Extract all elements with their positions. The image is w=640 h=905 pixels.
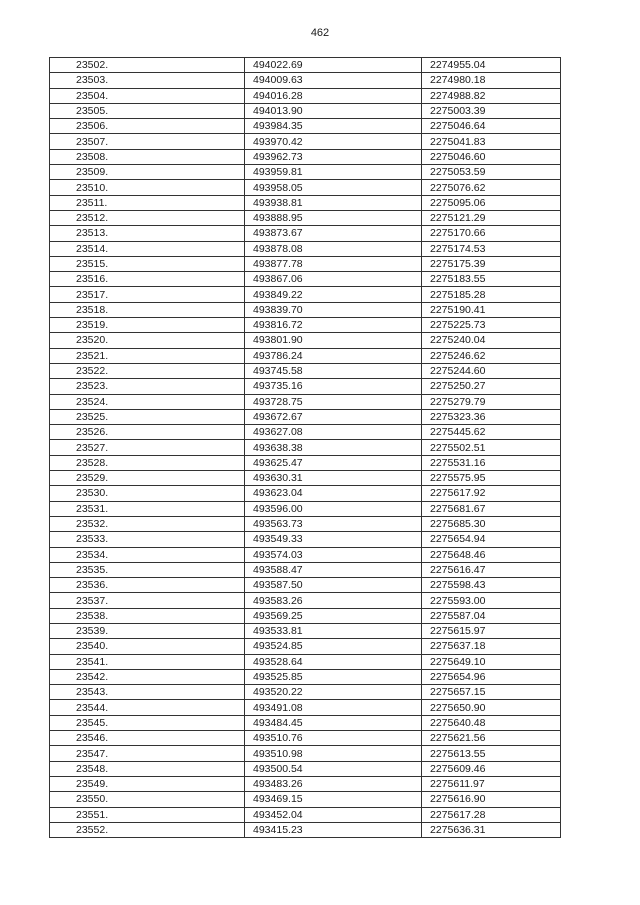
table-row xyxy=(50,363,561,378)
y-coordinate-cell: 2275616.90 xyxy=(422,792,561,807)
coordinates-table-body xyxy=(50,58,561,838)
x-coordinate-cell: 493563.73 xyxy=(245,516,422,531)
table-row xyxy=(50,210,561,225)
x-coordinate-cell: 493672.67 xyxy=(245,409,422,424)
y-coordinate-cell: 2275445.62 xyxy=(422,425,561,440)
x-coordinate-cell: 494016.28 xyxy=(245,88,422,103)
y-coordinate-cell: 2275502.51 xyxy=(422,440,561,455)
x-coordinate-cell: 493888.95 xyxy=(245,210,422,225)
y-coordinate-cell: 2275175.39 xyxy=(422,256,561,271)
x-coordinate-cell: 493877.78 xyxy=(245,256,422,271)
point-id-cell: 23522. xyxy=(50,363,245,378)
y-coordinate-cell: 2274955.04 xyxy=(422,58,561,73)
point-id-cell: 23506. xyxy=(50,119,245,134)
x-coordinate-cell: 493970.42 xyxy=(245,134,422,149)
y-coordinate-cell: 2275531.16 xyxy=(422,455,561,470)
x-coordinate-cell: 493959.81 xyxy=(245,165,422,180)
point-id-cell: 23551. xyxy=(50,807,245,822)
y-coordinate-cell: 2275617.92 xyxy=(422,486,561,501)
table-row xyxy=(50,149,561,164)
y-coordinate-cell: 2275616.47 xyxy=(422,562,561,577)
y-coordinate-cell: 2275095.06 xyxy=(422,195,561,210)
y-coordinate-cell: 2275185.28 xyxy=(422,287,561,302)
x-coordinate-cell: 493528.64 xyxy=(245,654,422,669)
point-id-cell: 23532. xyxy=(50,516,245,531)
y-coordinate-cell: 2275621.56 xyxy=(422,731,561,746)
x-coordinate-cell: 493510.98 xyxy=(245,746,422,761)
y-coordinate-cell: 2275279.79 xyxy=(422,394,561,409)
table-row xyxy=(50,256,561,271)
table-row xyxy=(50,409,561,424)
table-row xyxy=(50,715,561,730)
y-coordinate-cell: 2275183.55 xyxy=(422,272,561,287)
point-id-cell: 23542. xyxy=(50,669,245,684)
y-coordinate-cell: 2275617.28 xyxy=(422,807,561,822)
table-row xyxy=(50,761,561,776)
table-row xyxy=(50,807,561,822)
point-id-cell: 23520. xyxy=(50,333,245,348)
point-id-cell: 23543. xyxy=(50,685,245,700)
x-coordinate-cell: 493630.31 xyxy=(245,471,422,486)
x-coordinate-cell: 493962.73 xyxy=(245,149,422,164)
table-row xyxy=(50,333,561,348)
table-row xyxy=(50,440,561,455)
point-id-cell: 23502. xyxy=(50,58,245,73)
y-coordinate-cell: 2275648.46 xyxy=(422,547,561,562)
x-coordinate-cell: 493483.26 xyxy=(245,776,422,791)
table-row xyxy=(50,776,561,791)
y-coordinate-cell: 2275593.00 xyxy=(422,593,561,608)
y-coordinate-cell: 2275650.90 xyxy=(422,700,561,715)
point-id-cell: 23521. xyxy=(50,348,245,363)
y-coordinate-cell: 2275323.36 xyxy=(422,409,561,424)
x-coordinate-cell: 493500.54 xyxy=(245,761,422,776)
x-coordinate-cell: 493938.81 xyxy=(245,195,422,210)
x-coordinate-cell: 493484.45 xyxy=(245,715,422,730)
y-coordinate-cell: 2275046.60 xyxy=(422,149,561,164)
point-id-cell: 23515. xyxy=(50,256,245,271)
point-id-cell: 23540. xyxy=(50,639,245,654)
x-coordinate-cell: 493786.24 xyxy=(245,348,422,363)
y-coordinate-cell: 2275611.97 xyxy=(422,776,561,791)
table-row xyxy=(50,746,561,761)
y-coordinate-cell: 2275575.95 xyxy=(422,471,561,486)
point-id-cell: 23503. xyxy=(50,73,245,88)
point-id-cell: 23509. xyxy=(50,165,245,180)
point-id-cell: 23524. xyxy=(50,394,245,409)
coordinates-table xyxy=(49,57,561,838)
x-coordinate-cell: 493525.85 xyxy=(245,669,422,684)
point-id-cell: 23546. xyxy=(50,731,245,746)
x-coordinate-cell: 494022.69 xyxy=(245,58,422,73)
point-id-cell: 23548. xyxy=(50,761,245,776)
point-id-cell: 23510. xyxy=(50,180,245,195)
point-id-cell: 23526. xyxy=(50,425,245,440)
x-coordinate-cell: 493627.08 xyxy=(245,425,422,440)
point-id-cell: 23517. xyxy=(50,287,245,302)
y-coordinate-cell: 2275640.48 xyxy=(422,715,561,730)
y-coordinate-cell: 2275046.64 xyxy=(422,119,561,134)
x-coordinate-cell: 493878.08 xyxy=(245,241,422,256)
table-row xyxy=(50,58,561,73)
point-id-cell: 23508. xyxy=(50,149,245,164)
y-coordinate-cell: 2275637.18 xyxy=(422,639,561,654)
point-id-cell: 23537. xyxy=(50,593,245,608)
point-id-cell: 23544. xyxy=(50,700,245,715)
x-coordinate-cell: 493452.04 xyxy=(245,807,422,822)
table-row xyxy=(50,379,561,394)
y-coordinate-cell: 2275170.66 xyxy=(422,226,561,241)
table-row xyxy=(50,578,561,593)
table-row xyxy=(50,822,561,837)
x-coordinate-cell: 493849.22 xyxy=(245,287,422,302)
point-id-cell: 23513. xyxy=(50,226,245,241)
y-coordinate-cell: 2275240.04 xyxy=(422,333,561,348)
x-coordinate-cell: 493524.85 xyxy=(245,639,422,654)
point-id-cell: 23549. xyxy=(50,776,245,791)
x-coordinate-cell: 493984.35 xyxy=(245,119,422,134)
point-id-cell: 23538. xyxy=(50,608,245,623)
table-row xyxy=(50,134,561,149)
point-id-cell: 23539. xyxy=(50,623,245,638)
table-row xyxy=(50,516,561,531)
table-row xyxy=(50,471,561,486)
y-coordinate-cell: 2275250.27 xyxy=(422,379,561,394)
y-coordinate-cell: 2275076.62 xyxy=(422,180,561,195)
y-coordinate-cell: 2275246.62 xyxy=(422,348,561,363)
x-coordinate-cell: 494013.90 xyxy=(245,103,422,118)
x-coordinate-cell: 493745.58 xyxy=(245,363,422,378)
y-coordinate-cell: 2275613.55 xyxy=(422,746,561,761)
y-coordinate-cell: 2275174.53 xyxy=(422,241,561,256)
table-row xyxy=(50,226,561,241)
table-row xyxy=(50,302,561,317)
x-coordinate-cell: 493469.15 xyxy=(245,792,422,807)
x-coordinate-cell: 493510.76 xyxy=(245,731,422,746)
table-row xyxy=(50,455,561,470)
point-id-cell: 23518. xyxy=(50,302,245,317)
table-row xyxy=(50,792,561,807)
y-coordinate-cell: 2275615.97 xyxy=(422,623,561,638)
x-coordinate-cell: 494009.63 xyxy=(245,73,422,88)
table-row xyxy=(50,731,561,746)
table-row xyxy=(50,639,561,654)
point-id-cell: 23507. xyxy=(50,134,245,149)
point-id-cell: 23516. xyxy=(50,272,245,287)
x-coordinate-cell: 493958.05 xyxy=(245,180,422,195)
point-id-cell: 23504. xyxy=(50,88,245,103)
x-coordinate-cell: 493583.26 xyxy=(245,593,422,608)
table-row xyxy=(50,562,561,577)
x-coordinate-cell: 493491.08 xyxy=(245,700,422,715)
x-coordinate-cell: 493873.67 xyxy=(245,226,422,241)
y-coordinate-cell: 2274988.82 xyxy=(422,88,561,103)
point-id-cell: 23525. xyxy=(50,409,245,424)
y-coordinate-cell: 2275636.31 xyxy=(422,822,561,837)
point-id-cell: 23535. xyxy=(50,562,245,577)
point-id-cell: 23552. xyxy=(50,822,245,837)
y-coordinate-cell: 2275121.29 xyxy=(422,210,561,225)
table-row xyxy=(50,287,561,302)
table-row xyxy=(50,88,561,103)
y-coordinate-cell: 2274980.18 xyxy=(422,73,561,88)
page-number: 462 xyxy=(310,27,330,39)
y-coordinate-cell: 2275225.73 xyxy=(422,318,561,333)
point-id-cell: 23536. xyxy=(50,578,245,593)
y-coordinate-cell: 2275681.67 xyxy=(422,501,561,516)
x-coordinate-cell: 493415.23 xyxy=(245,822,422,837)
x-coordinate-cell: 493735.16 xyxy=(245,379,422,394)
point-id-cell: 23533. xyxy=(50,532,245,547)
y-coordinate-cell: 2275244.60 xyxy=(422,363,561,378)
y-coordinate-cell: 2275190.41 xyxy=(422,302,561,317)
point-id-cell: 23530. xyxy=(50,486,245,501)
x-coordinate-cell: 493533.81 xyxy=(245,623,422,638)
table-row xyxy=(50,165,561,180)
table-row xyxy=(50,195,561,210)
point-id-cell: 23545. xyxy=(50,715,245,730)
table-row xyxy=(50,654,561,669)
table-row xyxy=(50,608,561,623)
y-coordinate-cell: 2275587.04 xyxy=(422,608,561,623)
x-coordinate-cell: 493867.06 xyxy=(245,272,422,287)
table-row xyxy=(50,318,561,333)
y-coordinate-cell: 2275053.59 xyxy=(422,165,561,180)
table-row xyxy=(50,669,561,684)
y-coordinate-cell: 2275657.15 xyxy=(422,685,561,700)
table-row xyxy=(50,119,561,134)
table-row xyxy=(50,623,561,638)
table-row xyxy=(50,425,561,440)
x-coordinate-cell: 493801.90 xyxy=(245,333,422,348)
point-id-cell: 23550. xyxy=(50,792,245,807)
point-id-cell: 23541. xyxy=(50,654,245,669)
point-id-cell: 23519. xyxy=(50,318,245,333)
table-row xyxy=(50,501,561,516)
x-coordinate-cell: 493623.04 xyxy=(245,486,422,501)
point-id-cell: 23514. xyxy=(50,241,245,256)
point-id-cell: 23512. xyxy=(50,210,245,225)
point-id-cell: 23547. xyxy=(50,746,245,761)
point-id-cell: 23511. xyxy=(50,195,245,210)
x-coordinate-cell: 493549.33 xyxy=(245,532,422,547)
table-row xyxy=(50,685,561,700)
table-row xyxy=(50,394,561,409)
y-coordinate-cell: 2275041.83 xyxy=(422,134,561,149)
x-coordinate-cell: 493638.38 xyxy=(245,440,422,455)
table-row xyxy=(50,180,561,195)
table-row xyxy=(50,348,561,363)
x-coordinate-cell: 493588.47 xyxy=(245,562,422,577)
x-coordinate-cell: 493520.22 xyxy=(245,685,422,700)
point-id-cell: 23523. xyxy=(50,379,245,394)
x-coordinate-cell: 493574.03 xyxy=(245,547,422,562)
x-coordinate-cell: 493728.75 xyxy=(245,394,422,409)
point-id-cell: 23529. xyxy=(50,471,245,486)
y-coordinate-cell: 2275649.10 xyxy=(422,654,561,669)
y-coordinate-cell: 2275609.46 xyxy=(422,761,561,776)
x-coordinate-cell: 493839.70 xyxy=(245,302,422,317)
x-coordinate-cell: 493625.47 xyxy=(245,455,422,470)
table-row xyxy=(50,272,561,287)
x-coordinate-cell: 493569.25 xyxy=(245,608,422,623)
point-id-cell: 23531. xyxy=(50,501,245,516)
table-row xyxy=(50,103,561,118)
table-row xyxy=(50,700,561,715)
x-coordinate-cell: 493816.72 xyxy=(245,318,422,333)
table-row xyxy=(50,486,561,501)
table-row xyxy=(50,547,561,562)
y-coordinate-cell: 2275654.96 xyxy=(422,669,561,684)
y-coordinate-cell: 2275598.43 xyxy=(422,578,561,593)
table-row xyxy=(50,532,561,547)
x-coordinate-cell: 493596.00 xyxy=(245,501,422,516)
x-coordinate-cell: 493587.50 xyxy=(245,578,422,593)
y-coordinate-cell: 2275003.39 xyxy=(422,103,561,118)
y-coordinate-cell: 2275685.30 xyxy=(422,516,561,531)
table-row xyxy=(50,241,561,256)
table-row xyxy=(50,593,561,608)
point-id-cell: 23528. xyxy=(50,455,245,470)
table-row xyxy=(50,73,561,88)
point-id-cell: 23505. xyxy=(50,103,245,118)
point-id-cell: 23534. xyxy=(50,547,245,562)
y-coordinate-cell: 2275654.94 xyxy=(422,532,561,547)
point-id-cell: 23527. xyxy=(50,440,245,455)
